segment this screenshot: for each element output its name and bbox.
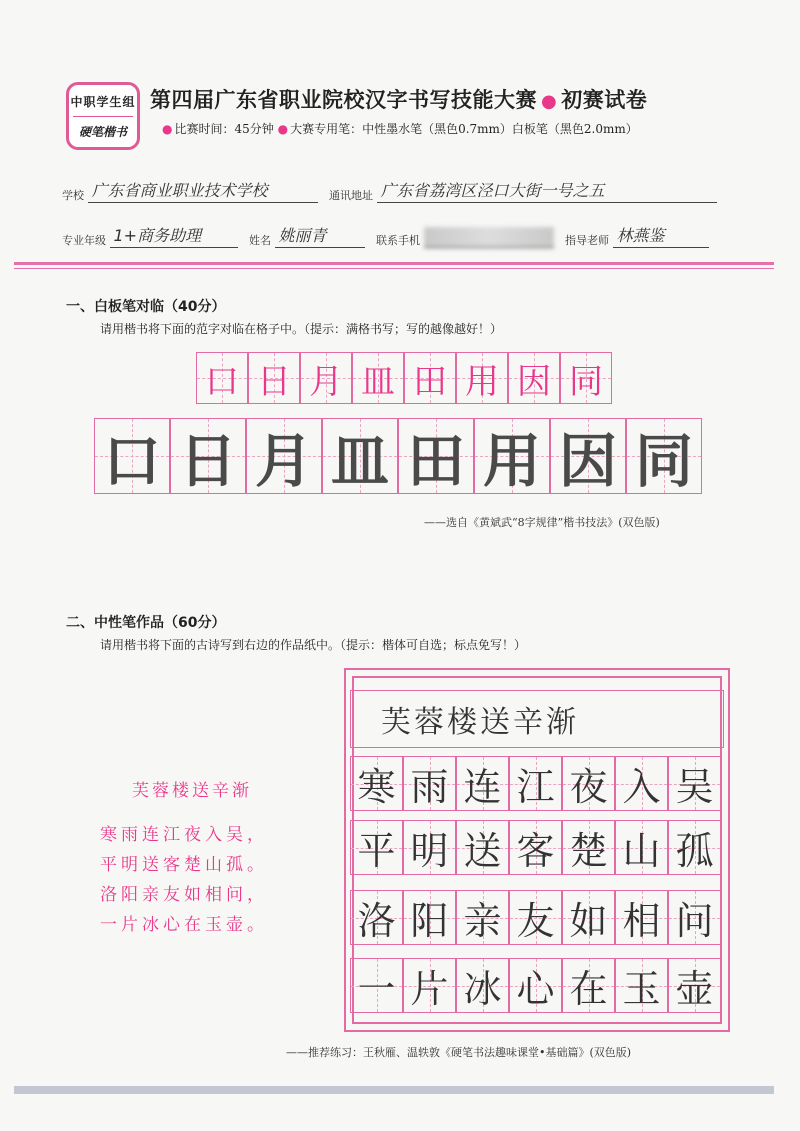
poem-cell[interactable]: 友 [509,890,562,945]
practice-char-row [94,418,702,494]
poem-model-line: 一片冰心在玉壶。 [100,915,268,935]
practice-cell[interactable]: 月 [246,418,322,494]
poem-cell[interactable]: 寒 [350,756,403,811]
poem-cell[interactable]: 明 [403,820,456,875]
poem-model-title: 芙蓉楼送辛渐 [132,781,252,801]
badge-style-label: 硬笔楷书 [78,125,127,139]
poem-cell[interactable]: 洛 [350,890,403,945]
pen-label: 大赛专用笔：中性墨水笔（黑色0.7mm）白板笔（黑色2.0mm） [290,122,638,136]
practice-cell[interactable]: 因 [550,418,626,494]
written-poem-title[interactable]: 芙蓉楼送辛渐 [350,690,724,748]
name-field[interactable]: 姚丽青 [275,223,365,248]
poem-cell[interactable]: 玉 [615,958,668,1013]
phone-field[interactable] [424,227,554,248]
practice-cell[interactable]: 同 [626,418,702,494]
poem-cell[interactable]: 连 [456,756,509,811]
name-label: 姓名 [249,234,271,247]
model-char-cell: 用 [456,352,508,404]
model-char-cell: 皿 [352,352,404,404]
poem-cell[interactable]: 江 [509,756,562,811]
poem-cell[interactable]: 心 [509,958,562,1013]
field-row-student [62,223,717,248]
exam-info-line [162,120,638,137]
pink-divider [14,262,774,265]
section2-source: ——推荐练习：王秋雁、温轶敦《硬笔书法趣味课堂•基础篇》(双色版) [286,1046,632,1059]
poem-model-line: 寒雨连江夜入吴， [100,825,268,845]
poem-cell[interactable]: 平 [350,820,403,875]
poem-model-line: 洛阳亲友如相问， [100,885,268,905]
practice-cell[interactable]: 日 [170,418,246,494]
poem-cell[interactable]: 相 [615,890,668,945]
major-label: 专业年级 [62,234,106,247]
title-main: 第四届广东省职业院校汉字书写技能大赛 [150,88,537,112]
practice-cell[interactable]: 田 [398,418,474,494]
address-field[interactable]: 广东省荔湾区泾口大街一号之五 [377,178,717,203]
address-label: 通讯地址 [329,189,373,202]
section1-title: 一、白板笔对临（40分） [66,299,226,315]
bullet-icon: ● [277,122,289,136]
poem-cell[interactable]: 夜 [562,756,615,811]
section2-hint: 请用楷书将下面的古诗写到右边的作品纸中。（提示：楷体可自选；标点免写！） [100,638,527,652]
poem-cell[interactable]: 阳 [403,890,456,945]
model-char-row [196,352,612,404]
poem-cell[interactable]: 山 [615,820,668,875]
badge-group-label: 中职学生组 [70,95,136,109]
field-row-school [62,178,725,203]
teacher-field[interactable]: 林燕鉴 [613,223,709,248]
model-char-cell: 同 [560,352,612,404]
poem-row-3 [350,890,721,945]
phone-label: 联系手机 [376,234,420,247]
time-label: 比赛时间：45分钟 [174,122,274,136]
poem-cell[interactable]: 如 [562,890,615,945]
poem-cell[interactable]: 楚 [562,820,615,875]
pink-divider-thin [14,268,774,269]
major-field[interactable]: 1+商务助理 [110,223,238,248]
poem-cell[interactable]: 雨 [403,756,456,811]
poem-cell[interactable]: 问 [668,890,721,945]
bottom-band [14,1086,774,1094]
poem-cell[interactable]: 客 [509,820,562,875]
title-dot-icon: ● [541,91,558,112]
poem-row-4 [350,958,721,1013]
model-char-cell: 田 [404,352,456,404]
poem-cell[interactable]: 片 [403,958,456,1013]
page-title [150,84,647,114]
group-badge [66,82,140,150]
model-char-cell: 口 [196,352,248,404]
poem-cell[interactable]: 吴 [668,756,721,811]
teacher-label: 指导老师 [565,234,609,247]
model-char-cell: 月 [300,352,352,404]
model-char-cell: 因 [508,352,560,404]
section2-title: 二、中性笔作品（60分） [66,615,226,631]
badge-divider [73,116,133,117]
poem-model-line: 平明送客楚山孤。 [100,855,268,875]
school-field[interactable]: 广东省商业职业技术学校 [88,178,318,203]
poem-cell[interactable]: 冰 [456,958,509,1013]
poem-cell[interactable]: 入 [615,756,668,811]
poem-row-2 [350,820,721,875]
poem-cell[interactable]: 孤 [668,820,721,875]
poem-cell[interactable]: 在 [562,958,615,1013]
poem-cell[interactable]: 送 [456,820,509,875]
practice-cell[interactable]: 口 [94,418,170,494]
practice-cell[interactable]: 用 [474,418,550,494]
model-char-cell: 日 [248,352,300,404]
poem-cell[interactable]: 一 [350,958,403,1013]
poem-cell[interactable]: 亲 [456,890,509,945]
poem-cell[interactable]: 壶 [668,958,721,1013]
poem-row-1 [350,756,721,811]
practice-cell[interactable]: 皿 [322,418,398,494]
school-label: 学校 [62,189,84,202]
section1-source: ——选自《黄斌武“8字规律”楷书技法》(双色版) [424,516,660,529]
title-suffix: 初赛试卷 [561,88,648,112]
section1-hint: 请用楷书将下面的范字对临在格子中。（提示：满格书写；写的越像越好！） [100,322,503,336]
bullet-icon: ● [162,122,173,136]
